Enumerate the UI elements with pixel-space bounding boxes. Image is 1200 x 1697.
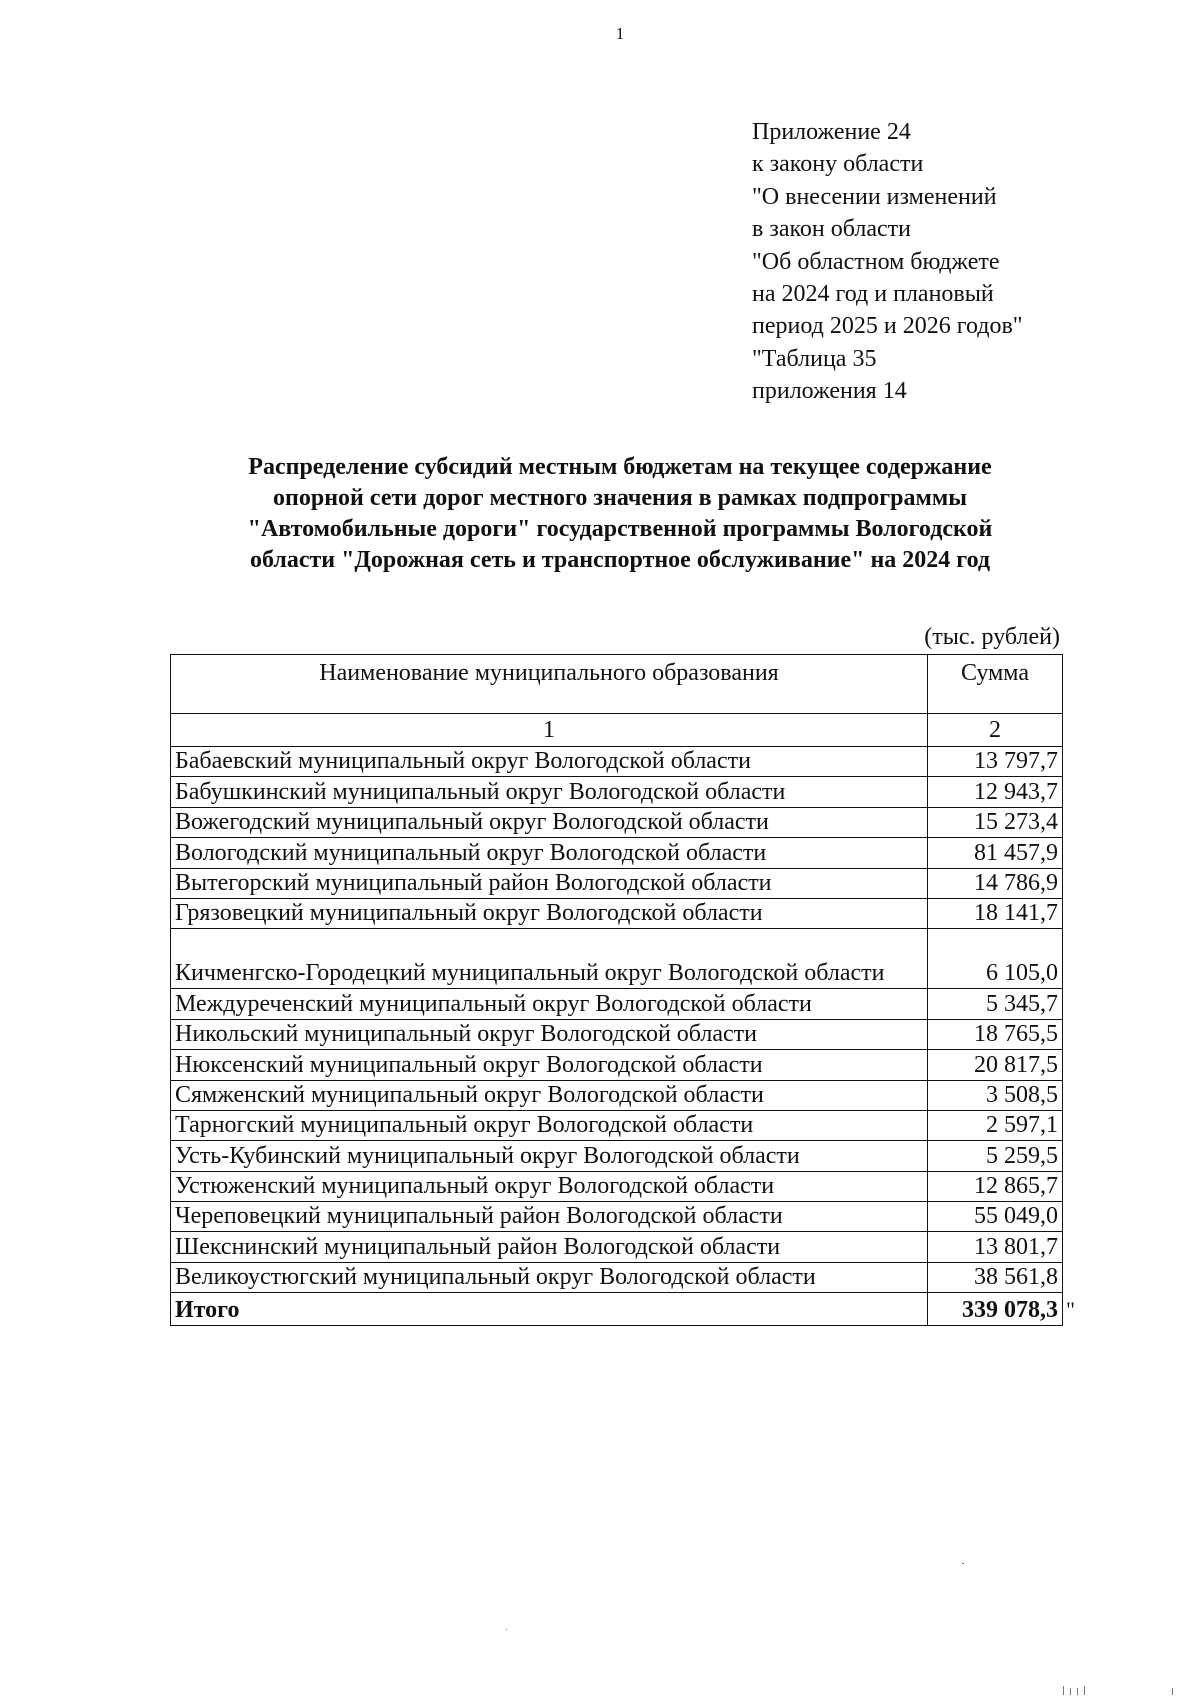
unit-note: (тыс. рублей) [924, 624, 1060, 650]
subsidy-amount: 20 817,5 [928, 1050, 1063, 1080]
subsidy-amount: 15 273,4 [928, 807, 1063, 837]
subsidy-amount: 38 561,8 [928, 1262, 1063, 1292]
subsidy-amount: 55 049,0 [928, 1202, 1063, 1232]
scan-artifact [1070, 1688, 1071, 1695]
title-line: области "Дорожная сеть и транспортное обслуживание" на 2024 год [249, 547, 991, 573]
table-row [171, 868, 1063, 898]
subsidy-amount: 5 259,5 [928, 1141, 1063, 1171]
column-number-row [171, 714, 1063, 747]
subsidy-amount: 5 345,7 [928, 989, 1063, 1019]
municipality-name: Грязовецкий муниципальный округ Вологодской области [171, 898, 928, 928]
title-line: Распределение субсидий местным бюджетам на текущее содержание [248, 454, 992, 480]
subsidy-amount: 2 597,1 [928, 1110, 1063, 1140]
table-row [171, 747, 1063, 777]
header-name-column: Наименование муниципального образования [171, 655, 928, 714]
table-row [171, 1019, 1063, 1049]
table-row [171, 929, 1063, 989]
subsidy-amount: 13 801,7 [928, 1232, 1063, 1262]
appendix-line: в закон области [752, 216, 911, 243]
table-row [171, 1232, 1063, 1262]
municipality-name: Нюксенский муниципальный округ Вологодской области [171, 1050, 928, 1080]
municipality-name: Тарногский муниципальный округ Вологодской области [171, 1110, 928, 1140]
appendix-header [752, 116, 1023, 408]
title-line: "Автомобильные дороги" государственной программы Вологодской [247, 516, 993, 542]
table-row [171, 807, 1063, 837]
municipality-name: Усть-Кубинский муниципальный округ Вологодской области [171, 1141, 928, 1171]
municipality-name: Бабаевский муниципальный округ Вологодской области [171, 747, 928, 777]
subsidy-amount: 13 797,7 [928, 747, 1063, 777]
table-row [171, 1110, 1063, 1140]
table-row [171, 1171, 1063, 1201]
subsidy-distribution-table [170, 654, 1063, 1326]
appendix-line: к закону области [752, 151, 924, 178]
total-label: Итого [171, 1293, 928, 1326]
table-row [171, 898, 1063, 928]
total-row [171, 1293, 1063, 1326]
scan-artifact [962, 1563, 964, 1564]
appendix-line: "Таблица 35 [752, 345, 877, 372]
table-row [171, 1141, 1063, 1171]
appendix-line: на 2024 год и плановый [752, 281, 994, 308]
municipality-name: Бабушкинский муниципальный округ Вологодской области [171, 777, 928, 807]
header-sum-column: Сумма [928, 655, 1063, 714]
subsidy-amount: 14 786,9 [928, 868, 1063, 898]
table-row [171, 838, 1063, 868]
table-row [171, 1262, 1063, 1292]
municipality-name: Кичменгско-Городецкий муниципальный округ Вологодской области [171, 929, 928, 989]
table-row [171, 1050, 1063, 1080]
scan-artifact [506, 1629, 507, 1630]
municipality-name: Никольский муниципальный округ Вологодской области [171, 1019, 928, 1049]
page-number: 1 [615, 24, 625, 43]
table-row [171, 777, 1063, 807]
table-row [171, 1202, 1063, 1232]
municipality-name: Вытегорский муниципальный район Вологодской области [171, 868, 928, 898]
appendix-line: приложения 14 [752, 378, 907, 405]
subsidy-amount: 12 943,7 [928, 777, 1063, 807]
municipality-name: Устюженский муниципальный округ Вологодской области [171, 1171, 928, 1201]
subsidy-amount: 12 865,7 [928, 1171, 1063, 1201]
scan-artifact [1077, 1688, 1078, 1695]
subsidy-amount: 18 141,7 [928, 898, 1063, 928]
scan-artifact [1084, 1686, 1085, 1695]
table-row [171, 1080, 1063, 1110]
column-number: 1 [171, 714, 928, 747]
subsidy-amount: 6 105,0 [928, 929, 1063, 989]
appendix-line: "Об областном бюджете [752, 248, 1000, 275]
municipality-name: Череповецкий муниципальный район Вологодской области [171, 1202, 928, 1232]
appendix-line: Приложение 24 [752, 119, 911, 145]
subsidy-amount: 81 457,9 [928, 838, 1063, 868]
header-row [171, 655, 1063, 714]
municipality-name: Междуреченский муниципальный округ Вологодской области [171, 989, 928, 1019]
column-number: 2 [928, 714, 1063, 747]
municipality-name: Вологодский муниципальный округ Вологодской области [171, 838, 928, 868]
closing-quote: " [1066, 1297, 1075, 1322]
title-line: опорной сети дорог местного значения в рамках подпрограммы [273, 485, 967, 511]
total-amount: 339 078,3 [928, 1293, 1063, 1326]
municipality-name: Великоустюгский муниципальный округ Вологодской области [171, 1262, 928, 1292]
appendix-line: "О внесении изменений [752, 183, 997, 210]
municipality-name: Сямженский муниципальный округ Вологодской области [171, 1080, 928, 1110]
scan-artifact [1172, 1688, 1173, 1695]
document-title [170, 452, 1070, 576]
subsidy-amount: 18 765,5 [928, 1019, 1063, 1049]
municipality-name: Шекснинский муниципальный район Вологодской области [171, 1232, 928, 1262]
subsidy-amount: 3 508,5 [928, 1080, 1063, 1110]
appendix-line: период 2025 и 2026 годов" [752, 313, 1023, 340]
scan-artifact [1063, 1686, 1064, 1695]
municipality-name: Вожегодский муниципальный округ Вологодской области [171, 807, 928, 837]
table-row [171, 989, 1063, 1019]
